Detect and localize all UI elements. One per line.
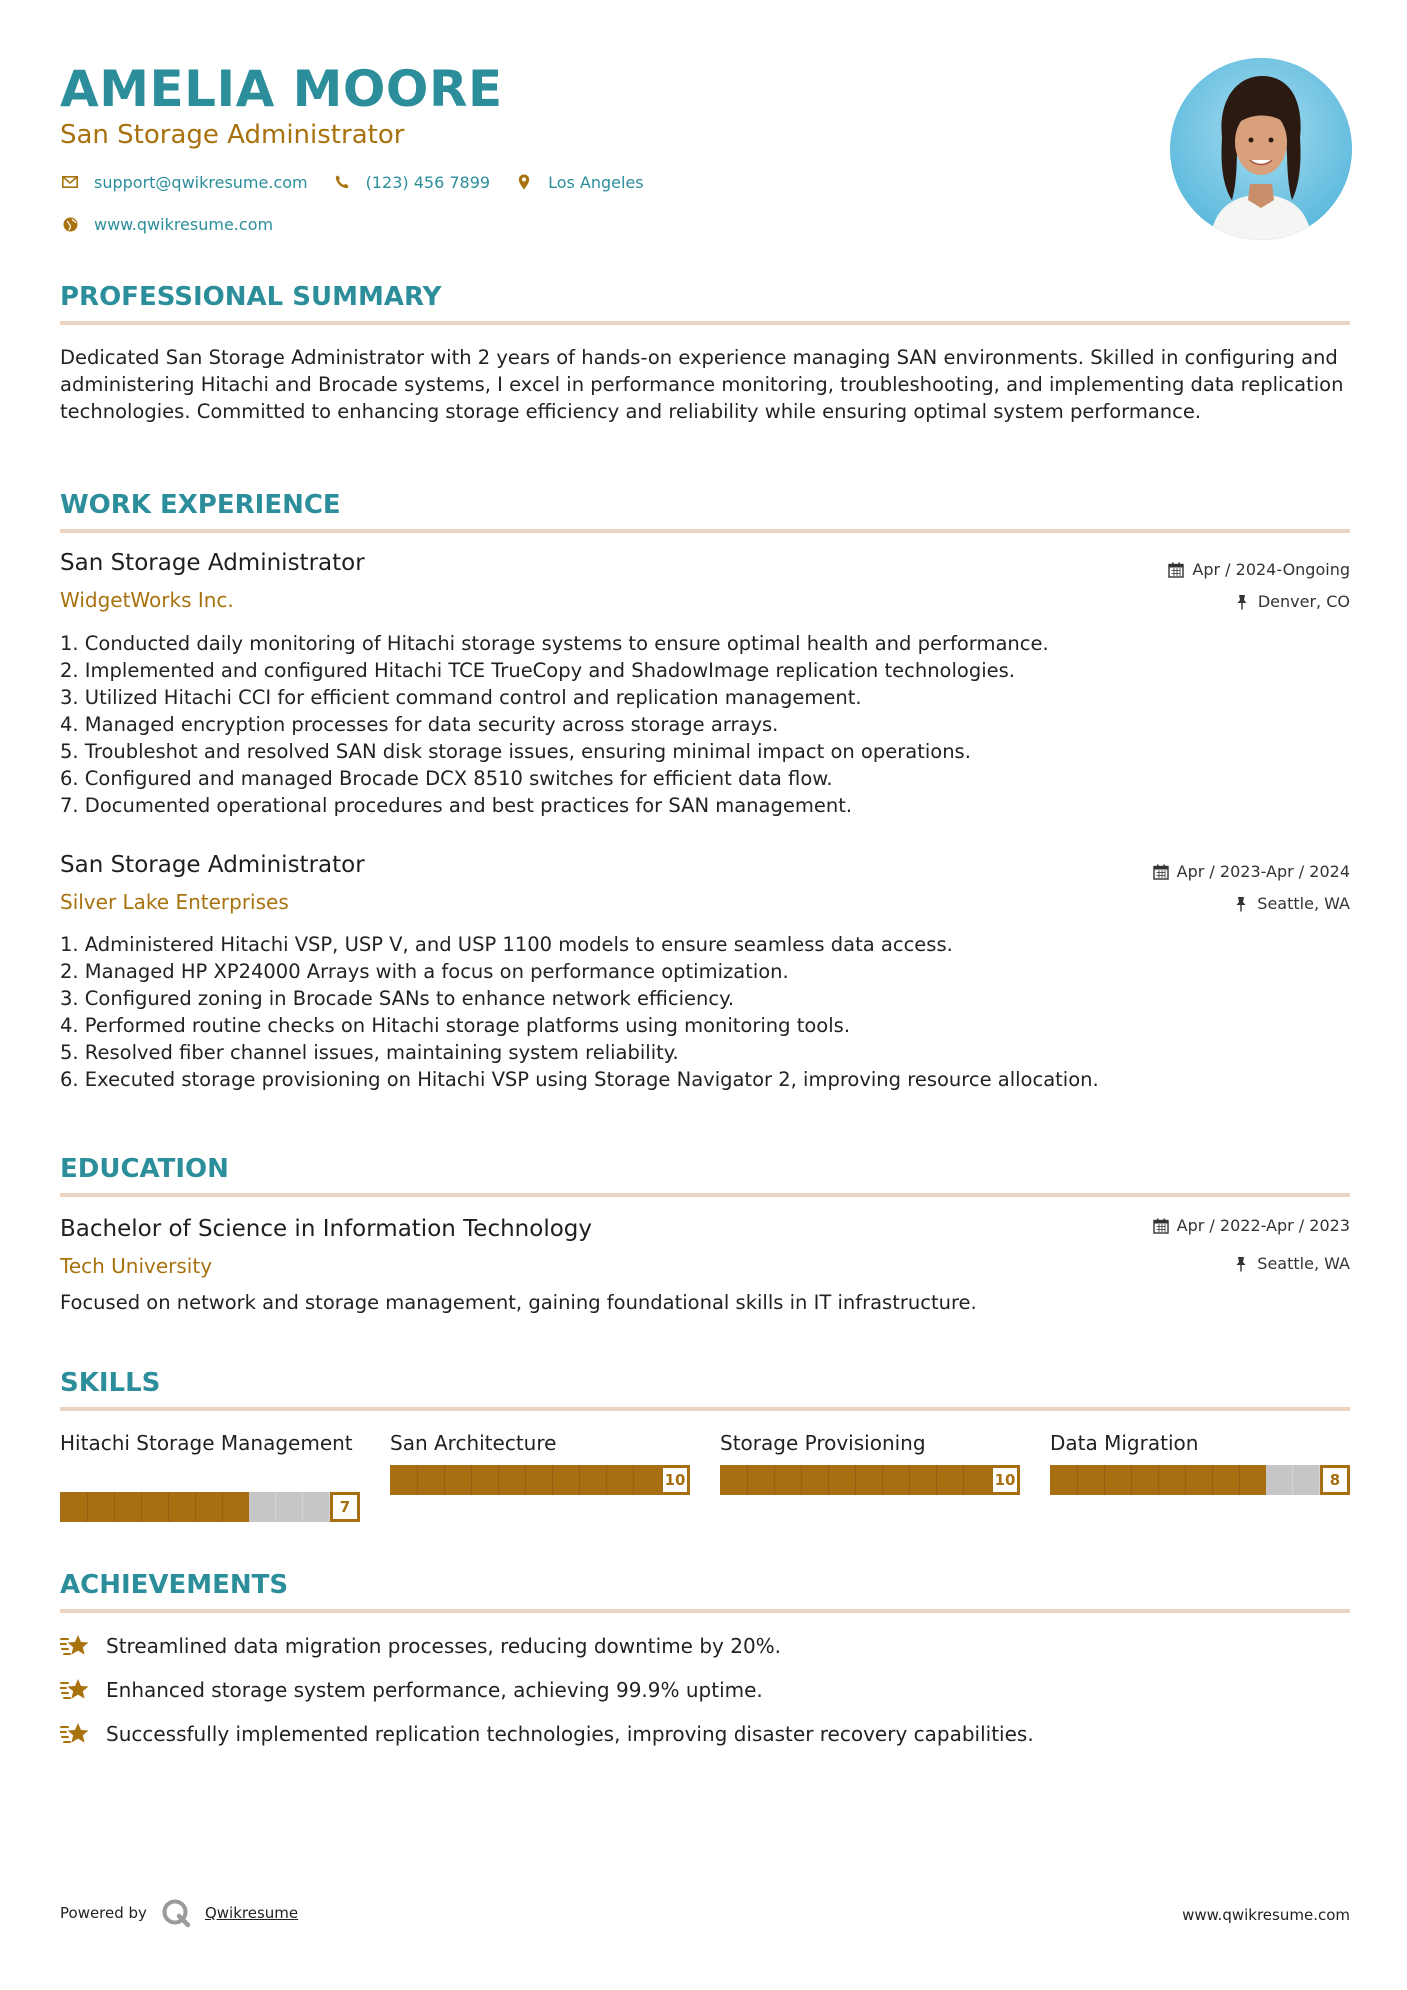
qwikresume-logo-icon bbox=[161, 1898, 191, 1928]
contact-email[interactable] bbox=[60, 172, 308, 192]
job-2-company: Silver Lake Enterprises bbox=[60, 890, 289, 914]
job-2-dates-text: Apr / 2023-Apr / 2024 bbox=[1176, 862, 1350, 881]
skills-divider bbox=[60, 1407, 1350, 1411]
experience-heading: WORK EXPERIENCE bbox=[60, 490, 341, 520]
contact-row-2 bbox=[60, 214, 297, 234]
achievement-item bbox=[60, 1676, 763, 1704]
education-divider bbox=[60, 1193, 1350, 1197]
job-1-title: San Storage Administrator bbox=[60, 550, 365, 576]
list-item: 4. Managed encryption processes for data security across storage arrays. bbox=[60, 713, 779, 736]
education-degree: Bachelor of Science in Information Technology bbox=[60, 1216, 592, 1242]
education-location bbox=[1233, 1254, 1350, 1273]
pushpin-icon bbox=[1233, 1256, 1249, 1272]
skill-level-badge: 10 bbox=[990, 1465, 1020, 1495]
skill-storage-provisioning bbox=[720, 1430, 1020, 1495]
contact-location bbox=[514, 172, 644, 192]
list-item: 5. Troubleshot and resolved SAN disk storage issues, ensuring minimal impact on operations. bbox=[60, 740, 971, 763]
job-2-title: San Storage Administrator bbox=[60, 852, 365, 878]
skill-data-migration bbox=[1050, 1430, 1350, 1495]
skill-name: Data Migration bbox=[1050, 1431, 1199, 1455]
education-description: Focused on network and storage management, gaining foundational skills in IT infrastructure. bbox=[60, 1291, 977, 1314]
location-text: Los Angeles bbox=[548, 172, 644, 192]
globe-icon bbox=[60, 214, 80, 234]
candidate-name: AMELIA MOORE bbox=[60, 60, 503, 118]
skill-bar-fill bbox=[390, 1465, 660, 1495]
job-2-location bbox=[1233, 894, 1350, 913]
job-1-dates-text: Apr / 2024-Ongoing bbox=[1192, 560, 1350, 579]
education-heading: EDUCATION bbox=[60, 1154, 229, 1184]
shooting-star-icon bbox=[60, 1676, 92, 1704]
contact-website[interactable] bbox=[60, 214, 273, 234]
skill-bar bbox=[1050, 1465, 1350, 1495]
summary-divider bbox=[60, 321, 1350, 325]
achievement-text: Enhanced storage system performance, achieving 99.9% uptime. bbox=[106, 1678, 763, 1702]
skill-level-badge: 8 bbox=[1320, 1465, 1350, 1495]
list-item: 3. Configured zoning in Brocade SANs to enhance network efficiency. bbox=[60, 987, 735, 1010]
skill-san-architecture bbox=[390, 1430, 690, 1495]
phone-icon bbox=[332, 172, 352, 192]
pushpin-icon bbox=[1233, 896, 1249, 912]
skill-bar-fill bbox=[1050, 1465, 1266, 1495]
education-school: Tech University bbox=[60, 1254, 213, 1278]
achievement-text: Successfully implemented replication technologies, improving disaster recovery capabilities. bbox=[106, 1722, 1034, 1746]
job-2-location-text: Seattle, WA bbox=[1257, 894, 1350, 913]
skill-hitachi-storage-management bbox=[60, 1430, 360, 1522]
skill-level-badge: 10 bbox=[660, 1465, 690, 1495]
job-1-dates bbox=[1168, 560, 1350, 579]
contact-phone[interactable] bbox=[332, 172, 490, 192]
achievement-item bbox=[60, 1632, 781, 1660]
education-dates bbox=[1153, 1216, 1350, 1235]
footer-powered-by bbox=[60, 1898, 298, 1928]
skills-heading: SKILLS bbox=[60, 1368, 161, 1398]
profile-photo bbox=[1170, 58, 1352, 240]
footer-website[interactable]: www.qwikresume.com bbox=[1182, 1906, 1350, 1924]
skill-bar bbox=[720, 1465, 1020, 1495]
job-1-location bbox=[1234, 592, 1350, 611]
skill-bar-fill bbox=[720, 1465, 990, 1495]
list-item: 1. Administered Hitachi VSP, USP V, and USP 1100 models to ensure seamless data access. bbox=[60, 933, 953, 956]
achievements-heading: ACHIEVEMENTS bbox=[60, 1570, 289, 1600]
achievements-divider bbox=[60, 1609, 1350, 1613]
job-2-bullets bbox=[60, 931, 1350, 1093]
skill-bar bbox=[60, 1492, 360, 1522]
list-item: 2. Managed HP XP24000 Arrays with a focus on performance optimization. bbox=[60, 960, 789, 983]
shooting-star-icon bbox=[60, 1632, 92, 1660]
qwikresume-link[interactable]: Qwikresume bbox=[204, 1904, 299, 1922]
email-text: support@qwikresume.com bbox=[94, 172, 308, 192]
phone-text: (123) 456 7899 bbox=[365, 172, 491, 192]
candidate-title: San Storage Administrator bbox=[60, 120, 405, 150]
skill-name: Hitachi Storage Management bbox=[60, 1431, 353, 1455]
list-item: 6. Configured and managed Brocade DCX 8510 switches for efficient data flow. bbox=[60, 767, 833, 790]
job-1-company: WidgetWorks Inc. bbox=[60, 588, 234, 612]
map-pin-icon bbox=[514, 172, 534, 192]
pushpin-icon bbox=[1234, 594, 1250, 610]
job-2-dates bbox=[1153, 862, 1350, 881]
job-1-location-text: Denver, CO bbox=[1257, 592, 1350, 611]
skill-name: San Architecture bbox=[390, 1431, 557, 1455]
contact-row-1 bbox=[60, 172, 668, 192]
skill-bar-fill bbox=[60, 1492, 249, 1522]
job-1-bullets bbox=[60, 630, 1350, 819]
achievement-text: Streamlined data migration processes, reducing downtime by 20%. bbox=[106, 1634, 782, 1658]
skill-name: Storage Provisioning bbox=[720, 1431, 926, 1455]
education-dates-text: Apr / 2022-Apr / 2023 bbox=[1176, 1216, 1350, 1235]
envelope-icon bbox=[60, 172, 80, 192]
calendar-icon bbox=[1168, 562, 1184, 578]
list-item: 5. Resolved fiber channel issues, maintaining system reliability. bbox=[60, 1041, 679, 1064]
list-item: 6. Executed storage provisioning on Hitachi VSP using Storage Navigator 2, improving resource allocation. bbox=[60, 1068, 1099, 1091]
calendar-icon bbox=[1153, 1218, 1169, 1234]
skill-bar bbox=[390, 1465, 690, 1495]
calendar-icon bbox=[1153, 864, 1169, 880]
website-text: www.qwikresume.com bbox=[94, 214, 274, 234]
summary-text: Dedicated San Storage Administrator with 2 years of hands-on experience managing SAN environments. Skilled in configuring and administering Hitachi and Brocade systems, I excel in performance monitoring, troubleshooting, and implementing data replication technologies. Committed to enhancing storage efficiency and reliability while ensuring optimal system performance. bbox=[60, 346, 1344, 423]
education-location-text: Seattle, WA bbox=[1257, 1254, 1350, 1273]
resume-page bbox=[60, 0, 1350, 1990]
experience-divider bbox=[60, 529, 1350, 533]
list-item: 2. Implemented and configured Hitachi TCE TrueCopy and ShadowImage replication technologies. bbox=[60, 659, 1015, 682]
list-item: 1. Conducted daily monitoring of Hitachi storage systems to ensure optimal health and performance. bbox=[60, 632, 1049, 655]
achievement-item bbox=[60, 1720, 1034, 1748]
list-item: 4. Performed routine checks on Hitachi storage platforms using monitoring tools. bbox=[60, 1014, 851, 1037]
list-item: 3. Utilized Hitachi CCI for efficient command control and replication management. bbox=[60, 686, 862, 709]
skill-level-badge: 7 bbox=[330, 1492, 360, 1522]
summary-heading: PROFESSIONAL SUMMARY bbox=[60, 282, 442, 312]
shooting-star-icon bbox=[60, 1720, 92, 1748]
powered-by-label: Powered by bbox=[60, 1904, 147, 1922]
list-item: 7. Documented operational procedures and best practices for SAN management. bbox=[60, 794, 853, 817]
